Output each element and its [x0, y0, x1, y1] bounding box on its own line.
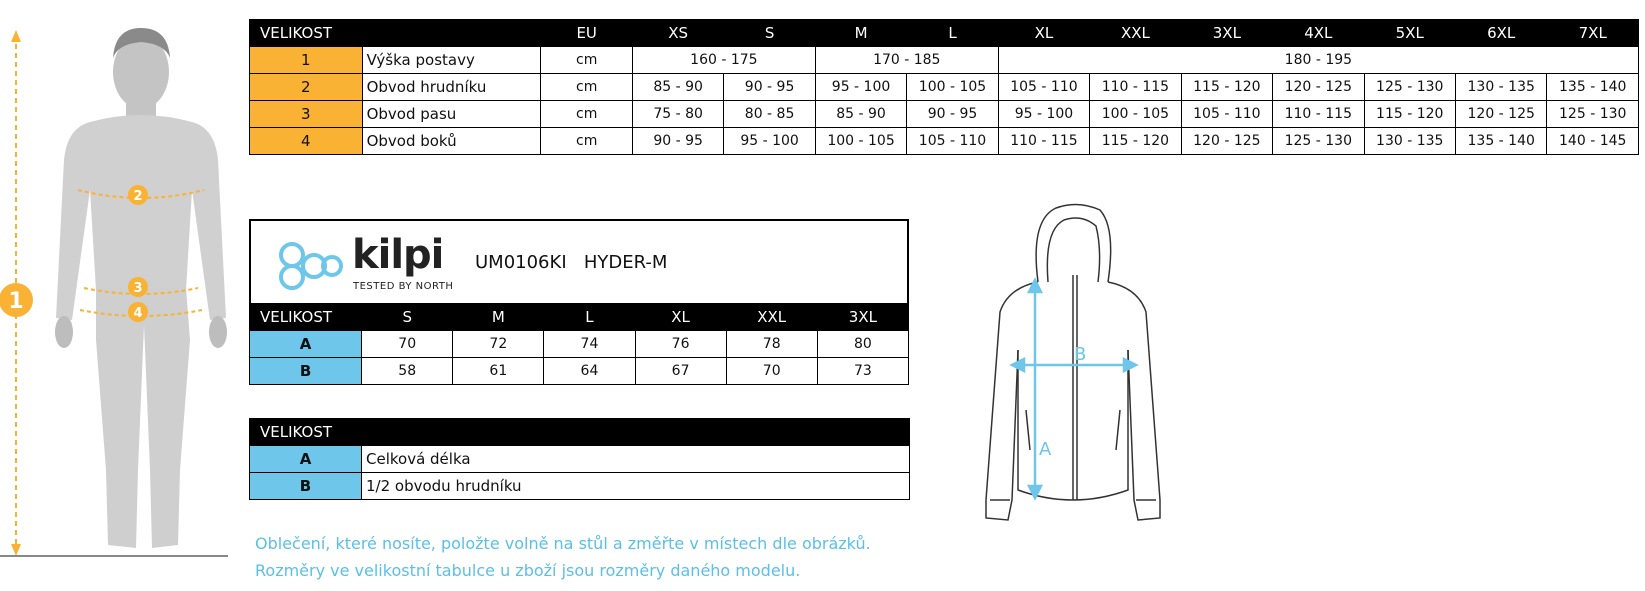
table-cell: 140 - 145	[1547, 128, 1639, 155]
row-label: A	[250, 446, 362, 473]
header-m: M	[815, 20, 906, 47]
row-label: Obvod pasu	[362, 101, 541, 128]
table-cell: 90 - 95	[724, 74, 815, 101]
table-cell: 72	[453, 331, 544, 358]
table-cell: 61	[453, 358, 544, 385]
table-cell: 130 - 135	[1455, 74, 1546, 101]
table-cell: 70	[362, 331, 453, 358]
header-l: L	[907, 20, 998, 47]
product-size-table	[249, 303, 909, 385]
table-cell: 160 - 175	[632, 47, 815, 74]
marker-3-label: 3	[133, 281, 143, 296]
row-description: Celková délka	[362, 446, 910, 473]
table-cell: 135 - 140	[1547, 74, 1639, 101]
table-cell: 115 - 120	[1181, 74, 1272, 101]
table-cell: 105 - 110	[998, 74, 1089, 101]
table-cell: 125 - 130	[1547, 101, 1639, 128]
table-cell: 95 - 100	[724, 128, 815, 155]
product-table-header	[250, 304, 909, 331]
brand-tagline: TESTED BY NORTH	[353, 281, 454, 292]
row-number: 4	[250, 128, 363, 155]
table-cell: 80 - 85	[724, 101, 815, 128]
row-unit: cm	[541, 74, 632, 101]
table-row	[250, 74, 1639, 101]
table-cell: 90 - 95	[632, 128, 723, 155]
table-cell: 75 - 80	[632, 101, 723, 128]
table-row	[250, 128, 1639, 155]
table-cell: 110 - 115	[1090, 74, 1181, 101]
table-cell: 125 - 130	[1273, 128, 1364, 155]
legend-table	[249, 418, 910, 500]
table-cell: 73	[817, 358, 908, 385]
jacket-label-b: B	[1074, 344, 1087, 365]
table-cell: 120 - 125	[1181, 128, 1272, 155]
table-cell: 115 - 120	[1090, 128, 1181, 155]
table-cell: 125 - 130	[1364, 74, 1455, 101]
table-row	[250, 331, 909, 358]
table-cell: 100 - 105	[815, 128, 906, 155]
table-cell: 80	[817, 331, 908, 358]
note-line-2: Rozměry ve velikostní tabulce u zboží jsou rozměry daného modelu.	[255, 561, 801, 580]
marker-2-label: 2	[133, 189, 143, 204]
note-line-1: Oblečení, které nosíte, položte volně na stůl a změřte v místech dle obrázků.	[255, 534, 871, 553]
product-code: UM0106KI	[475, 252, 567, 273]
product-model	[475, 252, 667, 273]
body-measurement-figure	[0, 0, 240, 591]
table-cell: 67	[635, 358, 726, 385]
header-xxl: XXL	[726, 304, 817, 331]
header-eu: EU	[541, 20, 632, 47]
table-cell: 100 - 105	[1090, 101, 1181, 128]
header-xs: XS	[632, 20, 723, 47]
header-3xl: 3XL	[817, 304, 908, 331]
row-unit: cm	[541, 47, 632, 74]
table-cell: 110 - 115	[1273, 101, 1364, 128]
header-velikost: VELIKOST	[250, 419, 910, 446]
header-5xl: 5XL	[1364, 20, 1455, 47]
table-cell: 95 - 100	[998, 101, 1089, 128]
header-m: M	[453, 304, 544, 331]
table-cell: 76	[635, 331, 726, 358]
table-cell: 85 - 90	[632, 74, 723, 101]
header-7xl: 7XL	[1547, 20, 1639, 47]
row-description: 1/2 obvodu hrudníku	[362, 473, 910, 500]
header-4xl: 4XL	[1273, 20, 1364, 47]
row-number: 2	[250, 74, 363, 101]
table-cell: 120 - 125	[1273, 74, 1364, 101]
table-cell: 115 - 120	[1364, 101, 1455, 128]
row-unit: cm	[541, 128, 632, 155]
header-xl: XL	[635, 304, 726, 331]
header-xxl: XXL	[1090, 20, 1181, 47]
table-row	[250, 358, 909, 385]
table-cell: 135 - 140	[1455, 128, 1546, 155]
brand-name: kilpi	[352, 232, 444, 278]
row-label: B	[250, 358, 362, 385]
table-cell: 78	[726, 331, 817, 358]
row-label: A	[250, 331, 362, 358]
table-cell: 130 - 135	[1364, 128, 1455, 155]
table-row	[250, 101, 1639, 128]
table-cell: 105 - 110	[907, 128, 998, 155]
header-s: S	[724, 20, 815, 47]
table-cell: 70	[726, 358, 817, 385]
jacket-illustration	[978, 200, 1178, 545]
size-chart-table	[249, 19, 1639, 155]
header-6xl: 6XL	[1455, 20, 1546, 47]
table-cell: 95 - 100	[815, 74, 906, 101]
jacket-label-a: A	[1039, 439, 1052, 460]
table-cell: 100 - 105	[907, 74, 998, 101]
header-l: L	[544, 304, 635, 331]
marker-1-label: 1	[8, 289, 24, 314]
row-label: B	[250, 473, 362, 500]
table-cell: 180 - 195	[998, 47, 1638, 74]
table-row	[250, 473, 910, 500]
table-cell: 110 - 115	[998, 128, 1089, 155]
kilpi-logo-icon	[270, 237, 350, 297]
header-s: S	[362, 304, 453, 331]
header-velikost: VELIKOST	[250, 304, 362, 331]
header-xl: XL	[998, 20, 1089, 47]
table-cell: 85 - 90	[815, 101, 906, 128]
row-number: 3	[250, 101, 363, 128]
table-cell: 170 - 185	[815, 47, 998, 74]
table-cell: 74	[544, 331, 635, 358]
table-row	[250, 47, 1639, 74]
table-cell: 64	[544, 358, 635, 385]
row-label: Obvod hrudníku	[362, 74, 541, 101]
header-velikost: VELIKOST	[250, 20, 363, 47]
table-cell: 90 - 95	[907, 101, 998, 128]
marker-4-label: 4	[133, 306, 143, 321]
row-number: 1	[250, 47, 363, 74]
product-name: HYDER-M	[583, 252, 668, 273]
table-cell: 105 - 110	[1181, 101, 1272, 128]
legend-header	[250, 419, 910, 446]
row-label: Výška postavy	[362, 47, 541, 74]
row-label: Obvod boků	[362, 128, 541, 155]
row-unit: cm	[541, 101, 632, 128]
header-3xl: 3XL	[1181, 20, 1272, 47]
header-blank	[362, 20, 541, 47]
table-row	[250, 446, 910, 473]
table-cell: 120 - 125	[1455, 101, 1546, 128]
size-chart-header	[250, 20, 1639, 47]
table-cell: 58	[362, 358, 453, 385]
